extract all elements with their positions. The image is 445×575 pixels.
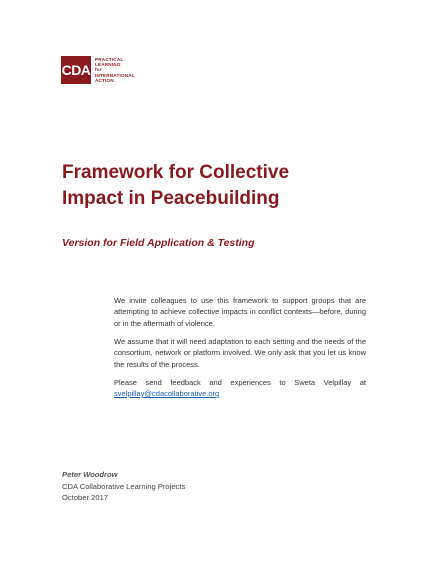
logo-line: INTERNATIONAL: [95, 72, 135, 78]
logo-tagline: [95, 57, 135, 83]
logo-line: ACTION: [95, 77, 114, 83]
title-line-2: Impact in Peacebuilding: [62, 188, 280, 209]
logo-line: LEARNING: [95, 62, 121, 68]
document-footer: [62, 469, 185, 504]
organization-name: CDA Collaborative Learning Projects: [62, 481, 186, 491]
intro-text: [114, 295, 366, 406]
paragraph-adaptation: We assume that it will need adaptation to each setting and the needs of the consortium, network or platform involved. We only ask that you let us know the results of the process.: [114, 336, 366, 369]
paragraph-invitation: We invite colleagues to use this framework to support groups that are attempting to achieve collective impacts in conflict contexts—before, during or in the aftermath of violence.: [114, 296, 366, 328]
author-name: Peter Woodrow: [62, 470, 118, 479]
title-line-1: Framework for Collective: [62, 162, 290, 183]
cda-logo: [61, 56, 135, 84]
publication-date: October 2017: [62, 493, 109, 502]
document-subtitle: Version for Field Application & Testing: [62, 237, 255, 249]
logo-line: PRACTICAL: [95, 56, 124, 62]
logo-line: for: [95, 67, 102, 73]
document-title: [62, 160, 362, 212]
logo-mark: CDA: [61, 56, 91, 84]
feedback-text: Please send feedback and experiences to Sweta Velpillay at: [114, 377, 366, 387]
paragraph-feedback: [114, 377, 366, 400]
contact-email-link[interactable]: svelpillay@cdacollaborative.org: [114, 389, 220, 399]
